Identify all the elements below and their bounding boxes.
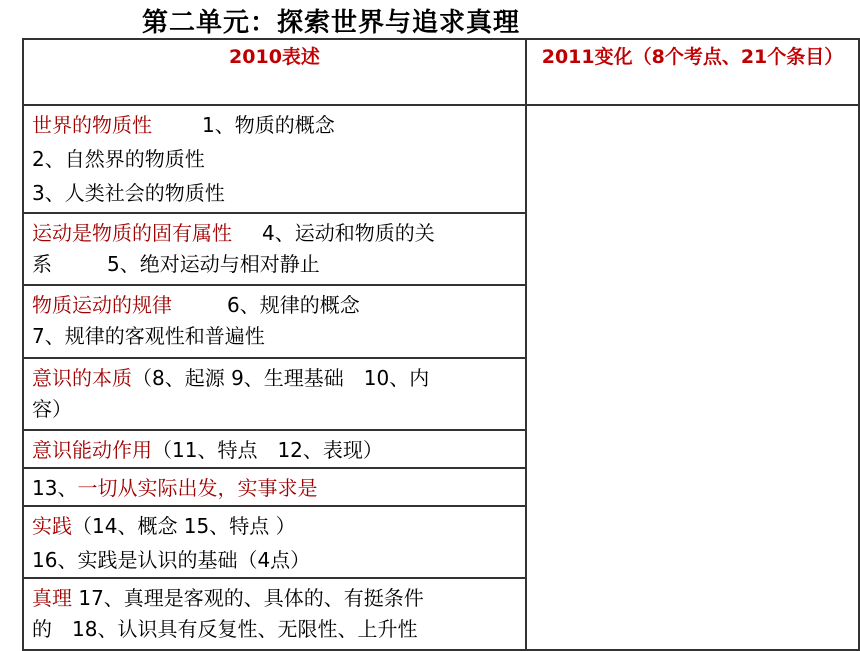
item-text: 16、实践是认识的基础（4点）	[32, 548, 311, 572]
row-law	[24, 286, 525, 359]
topic-label: 世界的物质性	[32, 113, 152, 137]
item-text: 13、	[32, 476, 78, 500]
item-text: 4、运动和物质的关	[262, 221, 435, 245]
item-text: 7、规律的客观性和普遍性	[32, 324, 265, 348]
row-truth	[24, 579, 525, 649]
column-header-2011: 2011变化（8个考点、21个条目）	[526, 39, 859, 105]
row-material	[24, 106, 525, 214]
table-header-row	[23, 39, 859, 105]
item-text: 17、真理是客观的、具体的、有挺条件	[72, 586, 424, 610]
row-consciousness-essence	[24, 359, 525, 431]
topic-label: 真理	[32, 586, 72, 610]
item-text: 3、人类社会的物质性	[32, 181, 225, 205]
row-practice	[24, 507, 525, 579]
item-text: （14、概念 15、特点 ）	[72, 514, 296, 538]
topic-label: 一切从实际出发，实事求是	[77, 476, 318, 500]
topic-label: 运动是物质的固有属性	[32, 221, 232, 245]
item-text: （8、起源 9、生理基础 10、内	[132, 366, 430, 390]
table-body-row	[23, 105, 859, 650]
item-text: 1、物质的概念	[202, 113, 335, 137]
right-column-cell	[526, 105, 859, 650]
row-motion	[24, 214, 525, 286]
item-text: 容）	[32, 397, 72, 421]
item-text: 6、规律的概念	[227, 293, 360, 317]
page-title: 第二单元：探索世界与追求真理	[142, 8, 521, 38]
item-text: 的 18、认识具有反复性、无限性、上升性	[32, 617, 418, 641]
content-table	[22, 38, 860, 651]
topic-label: 意识能动作用	[32, 438, 152, 462]
item-text: 5、绝对运动与相对静止	[107, 252, 320, 276]
row-seek-truth	[24, 469, 525, 507]
row-consciousness-role	[24, 431, 525, 469]
topic-label: 意识的本质	[32, 366, 132, 390]
item-text: 系	[32, 252, 52, 276]
topic-label: 实践	[32, 514, 72, 538]
item-text: 2、自然界的物质性	[32, 147, 205, 171]
topic-label: 物质运动的规律	[32, 293, 172, 317]
column-header-2010: 2010表述	[23, 39, 526, 105]
left-column-cell	[23, 105, 526, 650]
item-text: （11、特点 12、表现）	[152, 438, 383, 462]
